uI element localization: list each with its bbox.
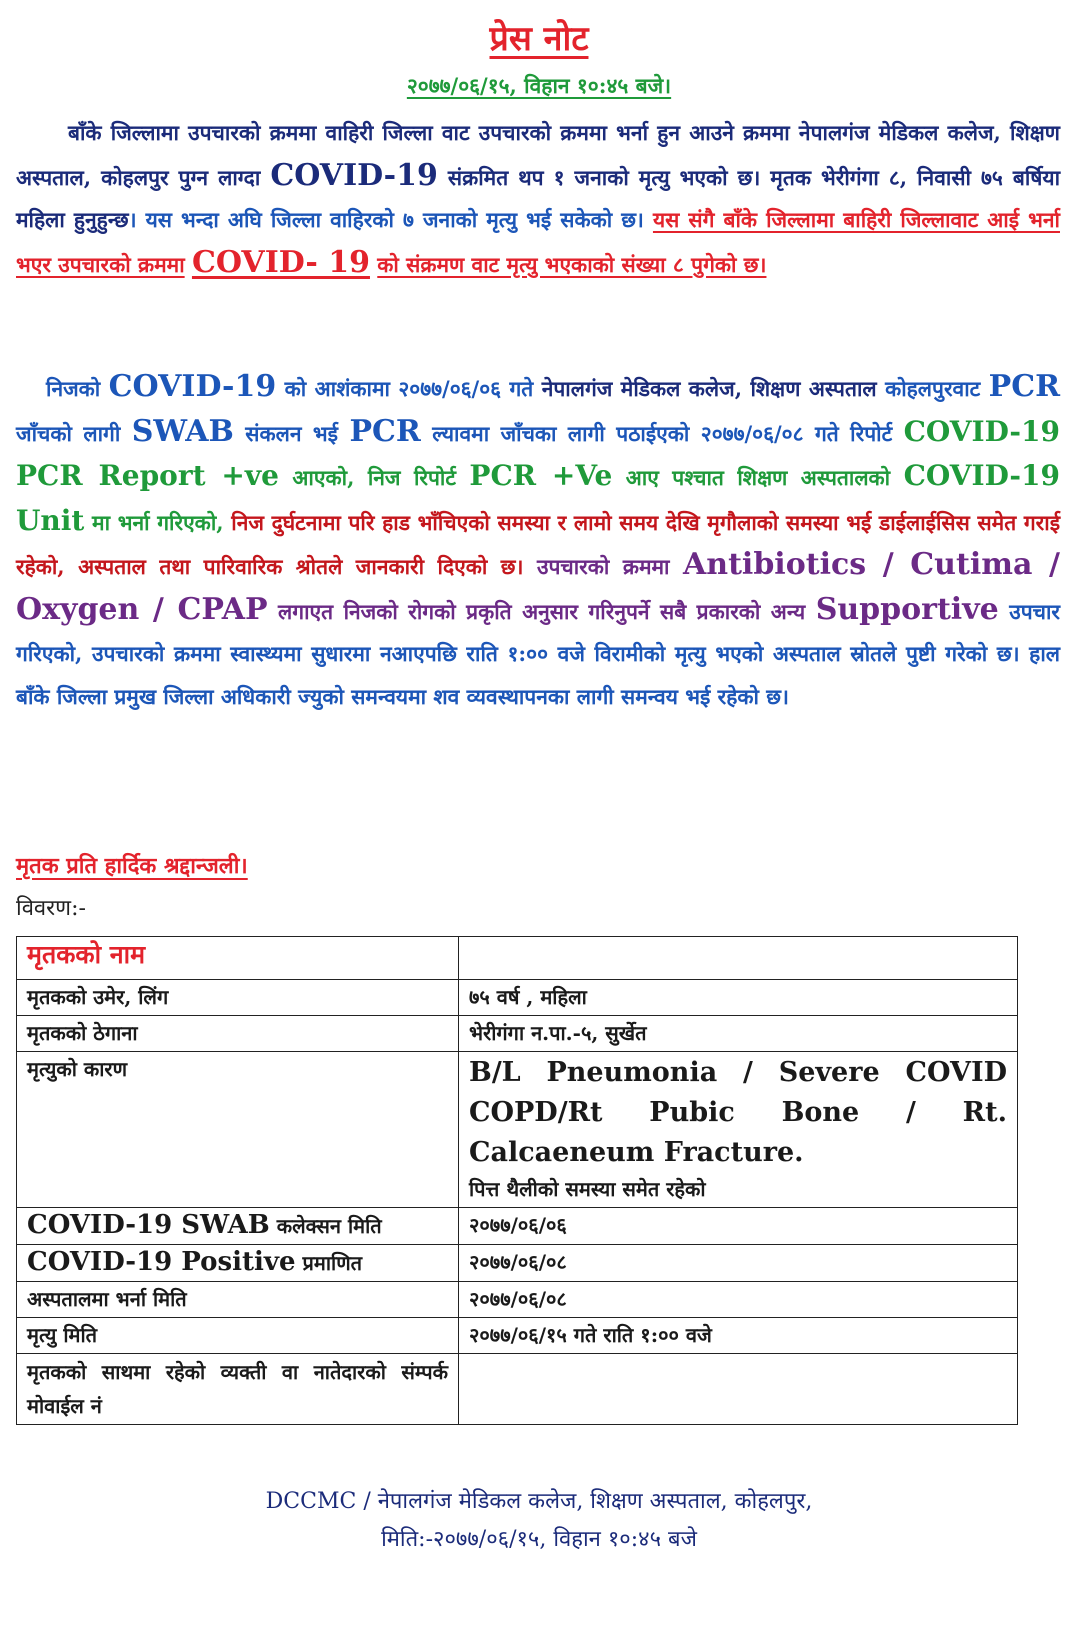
page-title: प्रेस नोट <box>489 19 589 59</box>
para1-highlight-covid: COVID- 19 <box>191 244 370 280</box>
cause-english: B/L Pneumonia / Severe COVID COPD/Rt Pubic Bone / Rt. Calcaeneum Fracture. <box>469 1057 1007 1168</box>
para2-d1: उपचारको क्रममा <box>536 554 670 579</box>
para2-covid-term: COVID-19 <box>108 369 277 404</box>
name-label: मृतकको नाम <box>17 937 459 980</box>
table-row <box>17 1354 1018 1425</box>
name-value <box>459 937 1018 980</box>
cause-cell <box>459 1052 1018 1208</box>
table-row <box>17 1052 1018 1208</box>
para2-a1: निजको <box>46 376 101 401</box>
table-row <box>17 1318 1018 1354</box>
para2-d3: उपचार गरिएको, उपचारको क्रममा स्वास्थ्यमा सुधारमा नआएपछि राति १:०० वजे विरामीको मृत्यु भएको अस्पताल स्रोतले पुष्टी गरेको छ। हाल बाँके जिल्ला प्रमुख जिल्ला अधिकारी ज्युको समन्वयमा शव व्यवस्थापनका लागी समन्वय भई रहेको छ। <box>16 598 1061 709</box>
table-row <box>17 937 1018 980</box>
para2-swab: SWAB <box>131 413 234 449</box>
para2-a7: ल्यावमा जाँचका लागी पठाईएको २०७७/०६/०८ गते रिपोर्ट <box>432 420 893 446</box>
para1-sentence-1: बाँके जिल्लामा उपचारको क्रममा वाहिरी जिल्ला वाट उपचारको क्रममा भर्ना हुन आउने क्रममा नेपालगंज मेडिकल कलेज, शिक्षण अस्पताल, कोहलपुर पुग्न लाग्दा <box>16 120 1060 190</box>
cause-label: मृत्युको कारण <box>17 1052 459 1208</box>
swab-label-np: कलेक्सन मिति <box>276 1214 382 1238</box>
positive-value: २०७७/०६/०८ <box>459 1245 1018 1282</box>
deceased-details-table <box>16 936 1018 1425</box>
para2-medical-history: निज दुर्घटनामा परि हाड भाँचिएको समस्या र लामो समय देखि मृगौलाको समस्या भई डाईलाईसिस समेत गराई रहेको, अस्पताल तथा पारिवारिक श्रोतले जानकारी दिएको छ। <box>16 509 1061 579</box>
para2-b2: आए पश्चात शिक्षण अस्पतालको <box>625 465 891 490</box>
para1-sentence-2: संक्रमित थप १ जनाको मृत्यु भएको छ। मृतक भेरीगंगा ८, निवासी ७५ बर्षिया महिला हुनुहुन्छ <box>16 164 1061 232</box>
admit-label: अस्पतालमा भर्ना मिति <box>17 1282 459 1318</box>
table-row <box>17 1245 1018 1282</box>
details-heading: विवरण:- <box>16 896 86 921</box>
dateline: २०७७/०६/१५, विहान १०:४५ बजे। <box>406 73 672 98</box>
age-label: मृतकको उमेर, लिंग <box>17 980 459 1016</box>
para1-highlight-b: को संक्रमण वाट मृत्यु भएकाको संख्या ८ पुगेको छ। <box>377 251 767 277</box>
para2-supportive: Supportive <box>815 591 999 627</box>
swab-label-en: COVID-19 SWAB <box>27 1210 270 1240</box>
age-value: ७५ वर्ष , महिला <box>459 980 1018 1016</box>
para2-pcr-1: PCR <box>988 369 1061 404</box>
para2-pcr-2: PCR <box>349 413 421 449</box>
paragraph-1 <box>16 112 1060 286</box>
para2-a4: कोहलपुरवाट <box>885 376 981 401</box>
para2-treatments: Antibiotics / Cutima / Oxygen / CPAP <box>16 547 1060 627</box>
footer-institution-name: / नेपालगंज मेडिकल कलेज, शिक्षण अस्पताल, कोहलपुर, <box>356 1489 813 1514</box>
para2-pcr-ve: PCR +Ve <box>469 459 613 492</box>
para2-pcr-report: COVID-19 PCR Report +ve <box>16 414 1060 492</box>
table-row <box>17 1016 1018 1052</box>
positive-label-np: प्रमाणित <box>302 1251 363 1275</box>
footer-date: मिति:-२०७७/०६/१५, विहान १०:४५ बजे <box>381 1527 697 1552</box>
para2-a6: संकलन भई <box>245 420 338 446</box>
para2-b1: आएको, निज रिपोर्ट <box>292 465 456 490</box>
para2-b3: मा भर्ना गरिएको, <box>92 509 224 535</box>
positive-label-en: COVID-19 Positive <box>27 1247 296 1277</box>
death-date-value: २०७७/०६/१५ गते राति १:०० वजे <box>459 1318 1018 1354</box>
para2-a2: को आशंकामा २०७७/०६/०६ गते <box>284 376 534 401</box>
tribute-line: मृतक प्रति हार्दिक श्रद्दान्जली। <box>16 853 248 879</box>
address-label: मृतकको ठेगाना <box>17 1016 459 1052</box>
address-value: भेरीगंगा न.पा.-५, सुर्खेत <box>459 1016 1018 1052</box>
paragraph-2 <box>16 366 1060 718</box>
admit-value: २०७७/०६/०८ <box>459 1282 1018 1318</box>
para2-hospital: नेपालगंज मेडिकल कलेज, शिक्षण अस्पताल <box>541 376 877 401</box>
para1-sentence-3: । यस भन्दा अघि जिल्ला वाहिरको ७ जनाको मृत्यु भई सकेको छ। <box>128 207 644 232</box>
para2-a5: जाँचको लागी <box>16 420 121 446</box>
contact-label: मृतकको साथमा रहेको व्यक्ती वा नातेदारको संम्पर्क मोवाईल नं <box>17 1354 459 1425</box>
table-row <box>17 980 1018 1016</box>
cause-nepali: पित्त थैलीको समस्या समेत रहेको <box>469 1177 706 1201</box>
contact-value <box>459 1354 1018 1425</box>
swab-label <box>17 1208 459 1245</box>
para1-covid-term: COVID-19 <box>270 157 438 193</box>
table-row <box>17 1282 1018 1318</box>
para1-highlight-a: यस संगै बाँके जिल्लामा बाहिरी जिल्लावाट आई भर्ना भएर उपचारको क्रममा <box>16 207 1060 277</box>
para2-d2: लगाएत निजको रोगको प्रकृति अनुसार गरिनुपर्ने सबै प्रकारको अन्य <box>278 598 806 624</box>
footer-dccmc: DCCMC <box>265 1489 357 1514</box>
footer-institution <box>0 1485 1078 1515</box>
death-date-label: मृत्यु मिति <box>17 1318 459 1354</box>
swab-value: २०७७/०६/०६ <box>459 1208 1018 1245</box>
para2-covid-unit: COVID-19 Unit <box>16 459 1060 537</box>
positive-label <box>17 1245 459 1282</box>
table-row <box>17 1208 1018 1245</box>
